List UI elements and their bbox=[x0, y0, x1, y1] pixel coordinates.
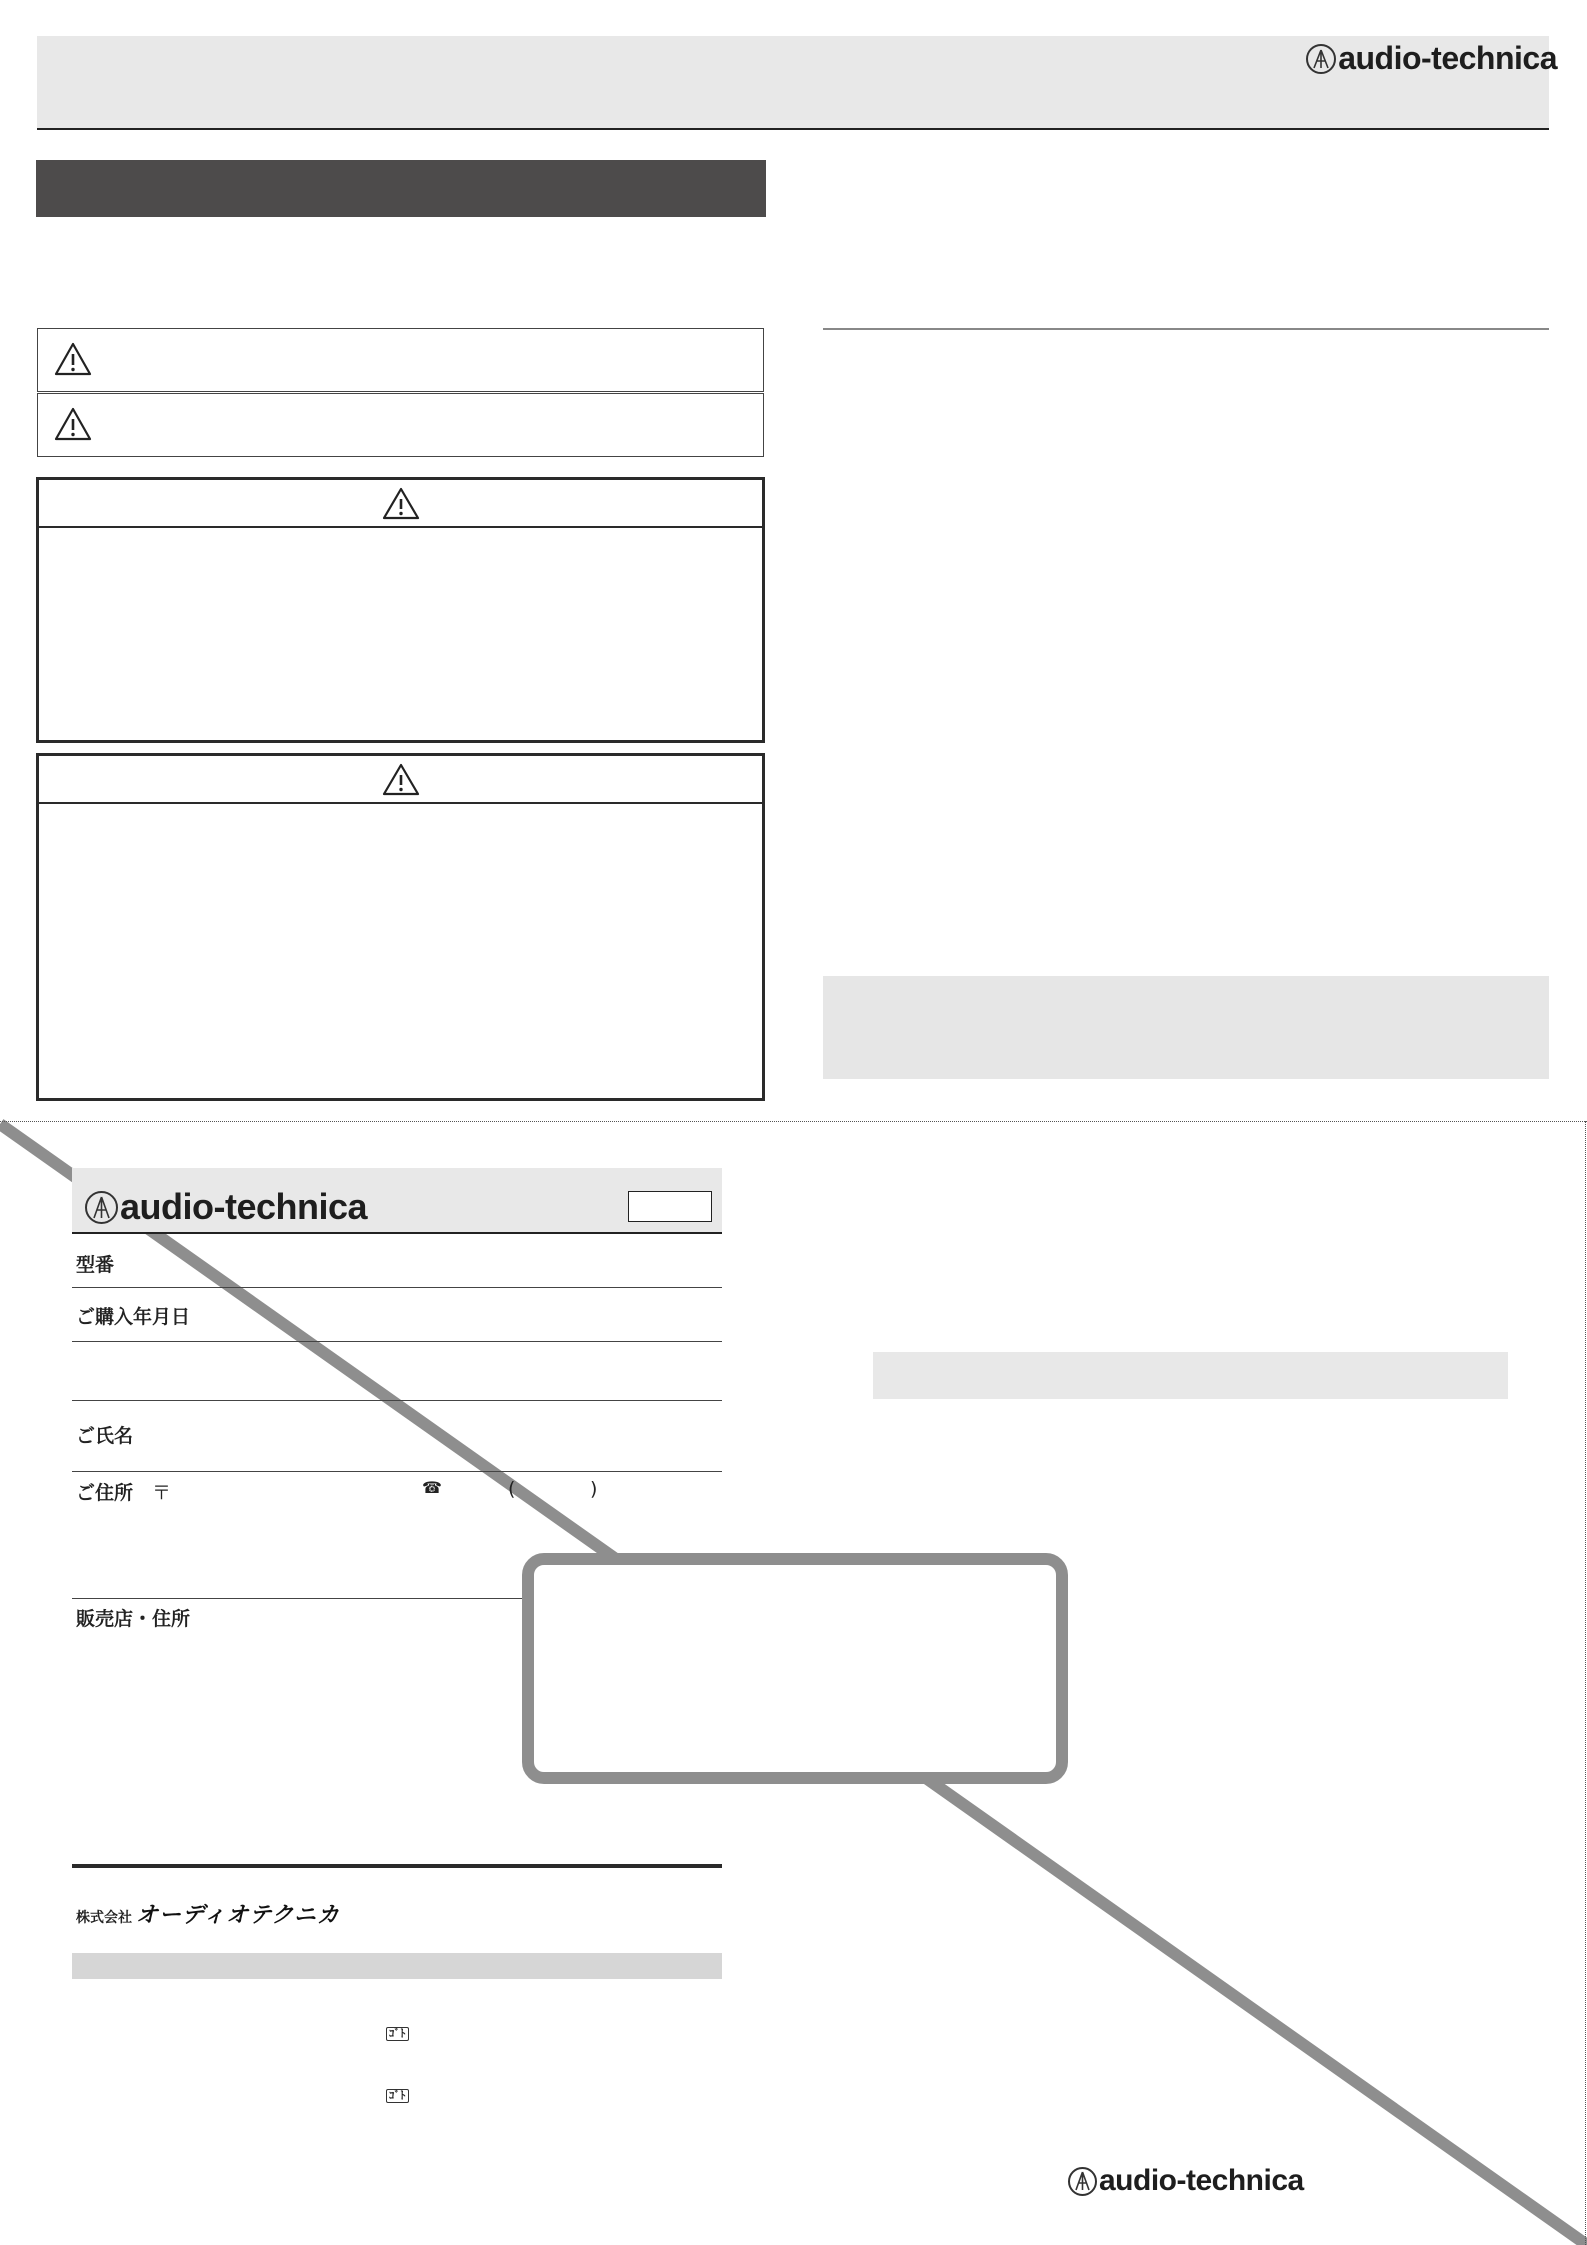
warning-triangle-icon bbox=[381, 487, 421, 521]
footer-logo bbox=[1068, 2164, 1304, 2198]
warning-box bbox=[36, 477, 765, 743]
address-label: ご住所 bbox=[76, 1482, 134, 1504]
free-dial-icon: ｺﾞﾄ bbox=[386, 2027, 409, 2041]
caution-box bbox=[36, 753, 765, 1101]
header-logo bbox=[1306, 40, 1557, 77]
name-label: ご氏名 bbox=[76, 1425, 134, 1447]
right-column-note-band bbox=[823, 976, 1549, 1079]
right-column-rule bbox=[823, 328, 1549, 330]
caution-box-header bbox=[39, 756, 762, 804]
right-lower-band bbox=[873, 1352, 1508, 1399]
name-row bbox=[72, 1401, 722, 1472]
model-label: 型番 bbox=[76, 1254, 115, 1276]
warning-triangle-icon bbox=[53, 341, 93, 377]
section-title-bar bbox=[36, 160, 766, 217]
warning-box-header bbox=[39, 480, 762, 528]
postal-mark: 〒 bbox=[152, 1482, 172, 1504]
header-logo-text: audio-technica bbox=[1338, 40, 1557, 76]
blank-row bbox=[72, 1342, 722, 1401]
company-name-block bbox=[76, 1898, 340, 1929]
company-prefix: 株式会社 bbox=[76, 1910, 132, 1926]
warranty-number-field[interactable] bbox=[628, 1191, 712, 1222]
audio-technica-mark-icon bbox=[85, 1191, 118, 1224]
footer-logo-text: audio-technica bbox=[1099, 2164, 1304, 2197]
phone-paren-close: ) bbox=[590, 1478, 598, 1500]
model-row bbox=[72, 1234, 722, 1288]
caution-triangle-icon bbox=[381, 763, 421, 797]
caution-triangle-icon bbox=[53, 406, 93, 442]
void-stamp-box bbox=[522, 1553, 1068, 1784]
purchase-date-row bbox=[72, 1288, 722, 1342]
warranty-card-logo-text: audio-technica bbox=[120, 1186, 368, 1227]
warning-legend-row bbox=[37, 328, 764, 392]
company-name: オーディオテクニカ bbox=[136, 1903, 340, 1928]
phone-paren-open: ( bbox=[508, 1478, 516, 1500]
phone-icon: ☎ bbox=[422, 1478, 442, 1497]
cut-line bbox=[0, 1121, 1587, 1122]
caution-legend-row bbox=[37, 393, 764, 457]
dealer-address-label: 販売店・住所 bbox=[76, 1608, 191, 1630]
warranty-card-logo bbox=[85, 1186, 367, 1228]
audio-technica-mark-icon bbox=[1068, 2167, 1097, 2196]
audio-technica-mark-icon bbox=[1306, 44, 1336, 74]
card-bottom-rule bbox=[72, 1864, 722, 1868]
purchase-date-label: ご購入年月日 bbox=[76, 1306, 191, 1328]
free-dial-icon: ｺﾞﾄ bbox=[386, 2089, 409, 2103]
contact-band bbox=[72, 1953, 722, 1979]
